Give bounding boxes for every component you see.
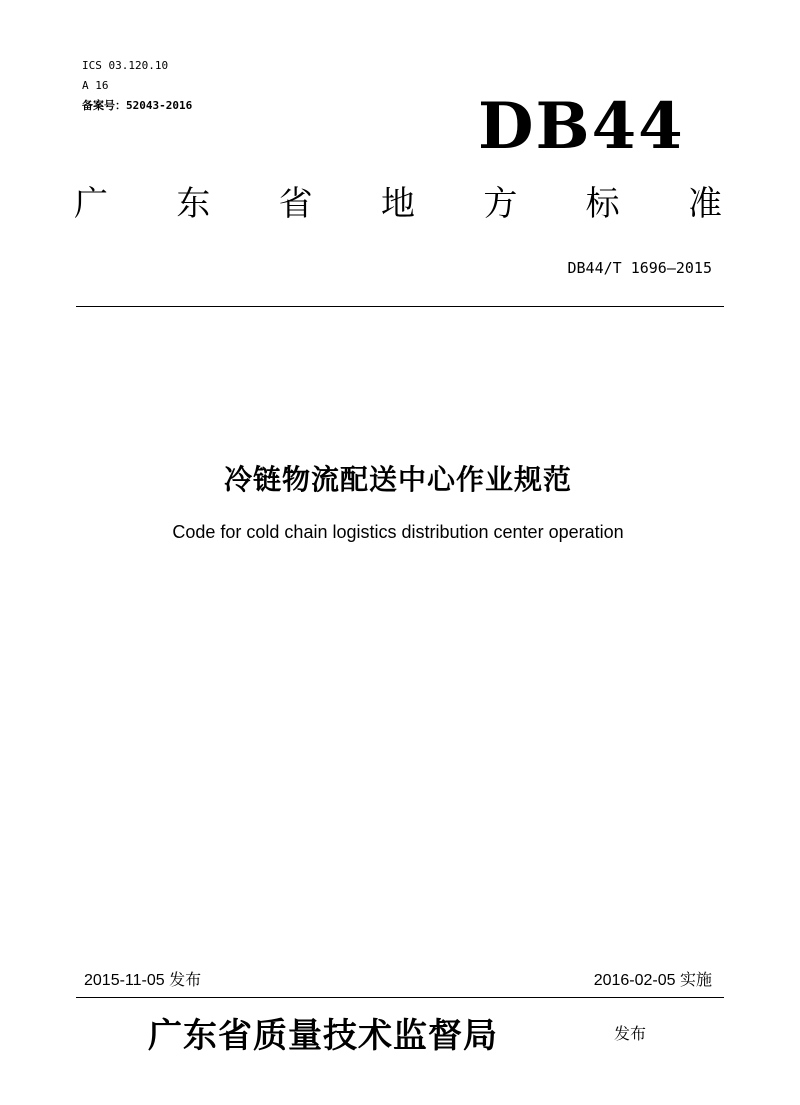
standard-type-char: 方 [483, 184, 518, 224]
standard-type-char: 省 [278, 184, 313, 224]
document-title-en: Code for cold chain logistics distribution center operation [172, 522, 624, 542]
standard-number: DB44/T 1696—2015 [567, 259, 712, 277]
issuing-authority: 广东省质量技术监督局 [148, 1016, 498, 1056]
top-divider [76, 306, 724, 307]
release-date: 2015-11-05 发布 [84, 972, 202, 989]
standard-type-char: 准 [687, 184, 722, 224]
ics-code: ICS 03.120.10 [82, 59, 169, 72]
standard-type-title [74, 184, 722, 224]
issued-label: 发布 [614, 1024, 647, 1043]
implementation-date: 2016-02-05 实施 [593, 972, 712, 989]
standard-type-char: 标 [585, 184, 620, 224]
db44-logo: DB44 [478, 89, 685, 164]
filing-number: 备案号：52043-2016 [82, 99, 193, 112]
document-title-cn: 冷链物流配送中心作业规范 [223, 463, 572, 496]
ccs-code: A 16 [82, 79, 109, 92]
standard-type-char: 地 [380, 184, 415, 224]
standard-type-char: 东 [176, 184, 211, 224]
bottom-divider [76, 997, 724, 998]
standard-type-char: 广 [74, 184, 108, 224]
